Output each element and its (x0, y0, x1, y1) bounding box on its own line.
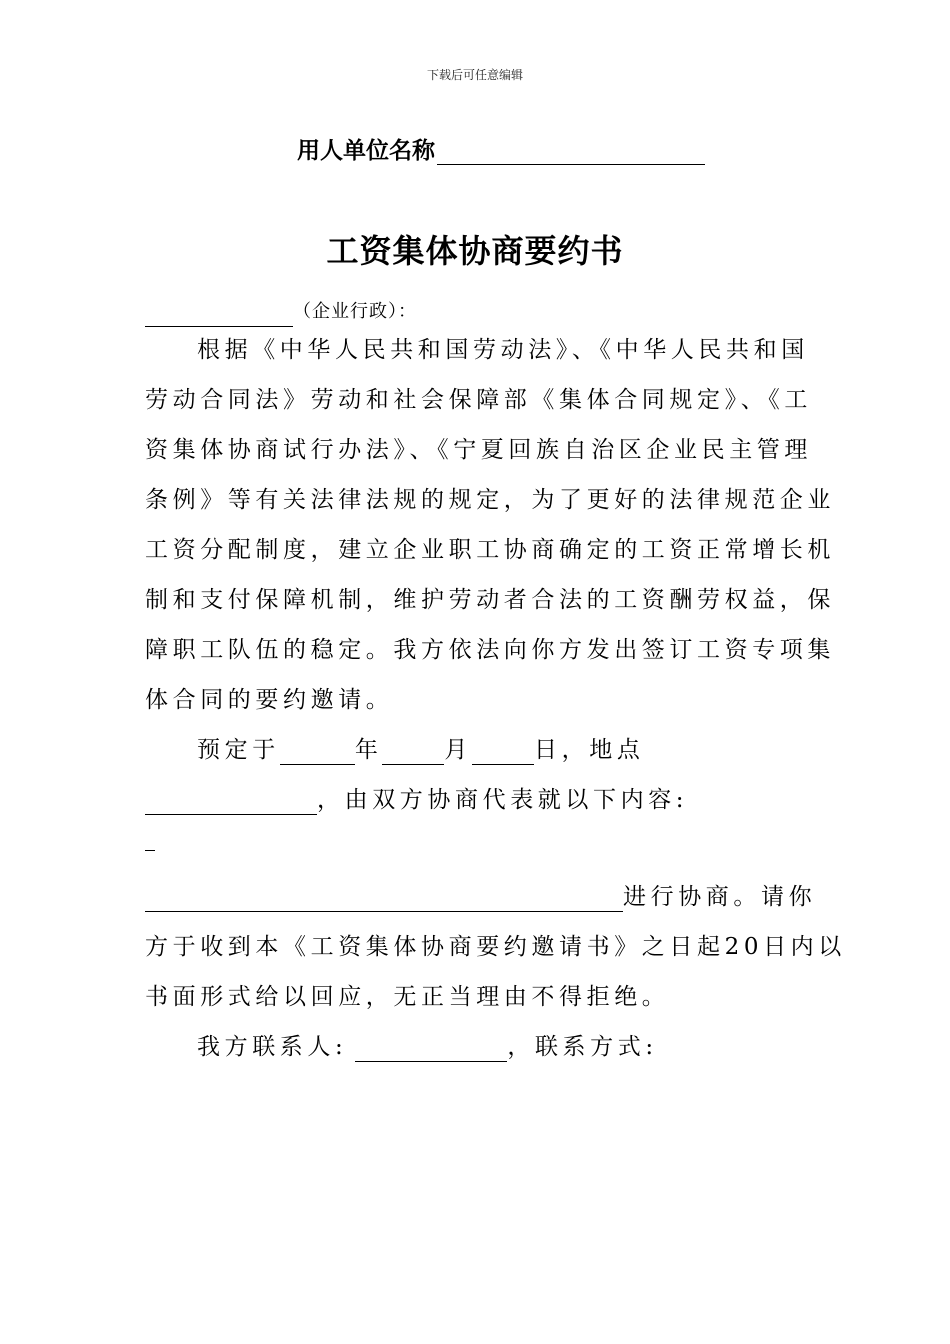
venue-blank (145, 790, 317, 815)
month-label: 月 (444, 737, 473, 763)
contact-line (197, 1032, 658, 1062)
paragraph1-line: 资集体协商试行办法》、《宁夏回族自治区企业民主管理 (145, 437, 812, 463)
paragraph2-line: 方于收到本《工资集体协商要约邀请书》之日起20日内以 (145, 934, 846, 960)
document-title: 工资集体协商要约书 (326, 232, 624, 270)
content-blank-start (145, 850, 155, 851)
month-blank (382, 740, 444, 765)
year-label: 年 (354, 737, 383, 763)
paragraph1-line: 制和支付保障机制，维护劳动者合法的工资酬劳权益，保 (145, 587, 835, 613)
day-blank (472, 740, 534, 765)
contact-label: 我方联系人: (197, 1034, 348, 1060)
content-blank (145, 887, 623, 912)
paragraph1-line: 条例》等有关法律法规的规定，为了更好的法律规范企业 (145, 487, 835, 513)
schedule-line (197, 735, 644, 765)
contact-method-label: ，联系方式: (507, 1034, 658, 1060)
paragraph1-line: 劳动合同法》劳动和社会保障部《集体合同规定》、《工 (145, 387, 812, 413)
addressee-blank (145, 302, 293, 327)
employer-name-blank (437, 138, 705, 165)
employer-name-line (297, 132, 705, 165)
day-label: 日，地点 (534, 737, 645, 763)
paragraph1-line: 障职工队伍的稳定。我方依法向你方发出签订工资专项集 (145, 637, 835, 663)
contact-person-blank (355, 1037, 507, 1062)
employer-label: 用人单位名称 (297, 138, 435, 164)
year-blank (280, 740, 355, 765)
header-note: 下载后可任意编辑 (426, 68, 523, 82)
paragraph1-line: 工资分配制度，建立企业职工协商确定的工资正常增长机 (145, 537, 835, 563)
paragraph1-line: 体合同的要约邀请。 (145, 687, 394, 713)
paragraph2-line: 书面形式给以回应，无正当理由不得拒绝。 (145, 984, 670, 1010)
paragraph1-line: 根据《中华人民共和国劳动法》、《中华人民共和国 (197, 337, 809, 363)
negotiate-line (145, 882, 816, 912)
addressee-suffix: （企业行政）： (293, 301, 417, 322)
venue-line (145, 785, 688, 815)
addressee-line (145, 297, 417, 327)
negotiate-suffix: 进行协商。请你 (623, 884, 817, 910)
schedule-prefix: 预定于 (197, 737, 280, 763)
venue-suffix: ，由双方协商代表就以下内容: (317, 787, 689, 813)
